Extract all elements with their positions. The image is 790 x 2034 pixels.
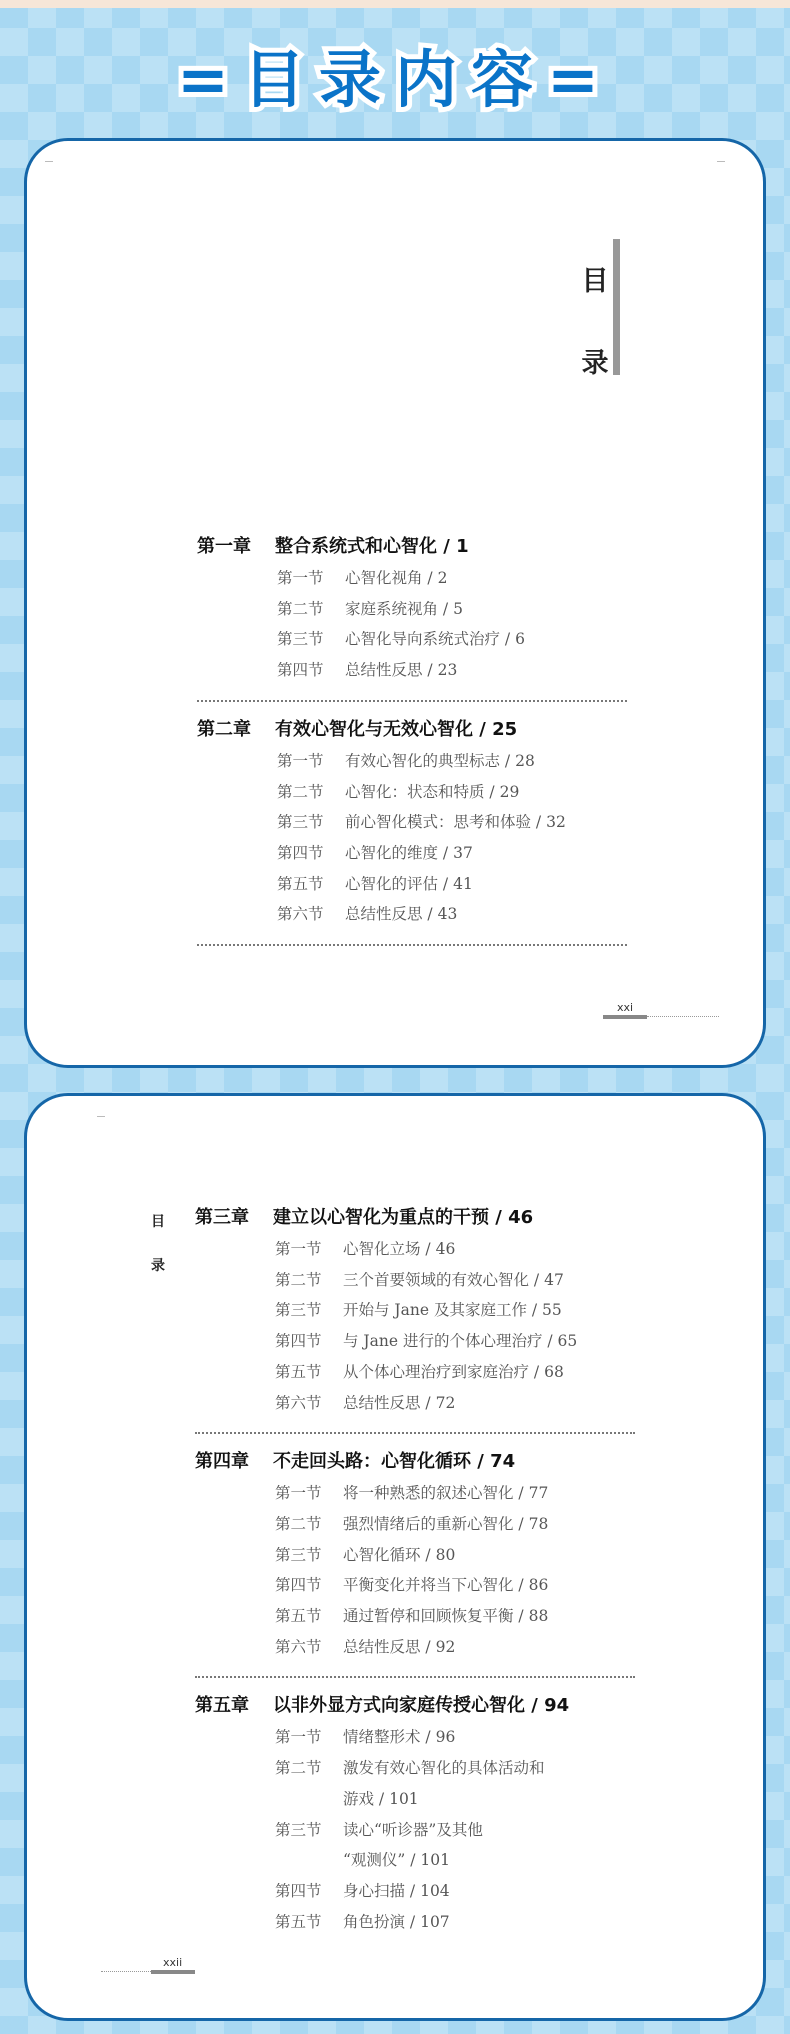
- page-number-bar: [151, 1970, 195, 1974]
- chapter-divider: [195, 1676, 635, 1678]
- chapter-title-text: 建立以心智化为重点的干预 / 46: [273, 1207, 534, 1228]
- section-number: 第四节: [277, 661, 324, 680]
- chapter-number: 第四章: [195, 1451, 249, 1473]
- section-number: 第三节: [275, 1301, 322, 1320]
- section-title-line: 心智化立场 / 46: [343, 1240, 456, 1258]
- toc-page-2: [24, 1093, 766, 2021]
- section-entry[interactable]: [195, 1570, 635, 1601]
- section-entry[interactable]: [197, 869, 627, 900]
- page-heading: [575, 241, 615, 405]
- section-title-line: 与 Jane 进行的个体心理治疗 / 65: [343, 1332, 578, 1351]
- section-entry[interactable]: [197, 899, 627, 930]
- section-title-line: 从个体心理治疗到家庭治疗 / 68: [343, 1362, 564, 1381]
- section-entry[interactable]: [195, 1234, 635, 1265]
- section-entry[interactable]: [197, 655, 627, 686]
- section-entry[interactable]: [197, 777, 627, 808]
- section-title-line: 通过暂停和回顾恢复平衡 / 88: [343, 1607, 549, 1626]
- section-title-line: 心智化的评估 / 41: [345, 874, 473, 893]
- chapter-divider: [197, 700, 627, 702]
- section-entry[interactable]: [197, 594, 627, 625]
- section-title-line: 将一种熟悉的叙述心智化 / 77: [343, 1484, 549, 1503]
- toc-chapter: [195, 1202, 635, 1418]
- section-title-line: 平衡变化并将当下心智化 / 86: [343, 1576, 549, 1595]
- section-entry[interactable]: [195, 1753, 635, 1814]
- chapter-title-text: 有效心智化与无效心智化 / 25: [275, 718, 518, 740]
- corner-mark: [717, 161, 725, 162]
- section-number: 第二节: [275, 1270, 322, 1289]
- section-number: 第二节: [277, 782, 324, 801]
- chapter-title[interactable]: [195, 1202, 635, 1234]
- chapter-title[interactable]: [195, 1446, 635, 1478]
- section-number: 第二节: [275, 1759, 322, 1778]
- chapter-title-text: 整合系统式和心智化 / 1: [275, 536, 469, 557]
- section-title-line: 情绪整形术 / 96: [343, 1728, 456, 1747]
- page-number-bar: [603, 1015, 647, 1019]
- toc-page-1: [24, 138, 766, 1068]
- chapter-title[interactable]: [195, 1690, 635, 1722]
- heading-char: 目: [151, 1214, 165, 1230]
- section-entry[interactable]: [197, 746, 627, 777]
- chapter-number: 第二章: [197, 718, 251, 740]
- section-entry[interactable]: [195, 1722, 635, 1753]
- section-entry[interactable]: [195, 1540, 635, 1571]
- section-entry[interactable]: [195, 1265, 635, 1296]
- section-title-line: 心智化视角 / 2: [345, 569, 448, 587]
- section-title-line: 激发有效心智化的具体活动和: [343, 1759, 545, 1778]
- heading-char: 录: [151, 1258, 165, 1274]
- section-number: 第六节: [275, 1393, 322, 1412]
- toc-list: [195, 1202, 635, 1937]
- section-number: 第四节: [275, 1881, 322, 1900]
- section-title-line: 有效心智化的典型标志 / 28: [345, 751, 535, 770]
- section-number: 第六节: [275, 1637, 322, 1656]
- heading-char: 目: [581, 266, 609, 297]
- section-number: 第二节: [275, 1514, 322, 1533]
- section-number: 第二节: [277, 599, 324, 618]
- chapter-number: 第一章: [197, 536, 251, 557]
- section-title-line: 家庭系统视角 / 5: [345, 599, 463, 618]
- chapter-number: 第三章: [195, 1207, 249, 1228]
- section-number: 第一节: [277, 751, 324, 770]
- section-entry[interactable]: [195, 1295, 635, 1326]
- section-number: 第一节: [275, 1484, 322, 1503]
- section-entry[interactable]: [195, 1632, 635, 1663]
- section-entry[interactable]: [195, 1815, 635, 1876]
- section-title-line: 心智化：状态和特质 / 29: [345, 782, 520, 801]
- section-number: 第五节: [275, 1362, 322, 1381]
- section-title-line: 读心“听诊器”及其他: [343, 1820, 483, 1839]
- section-entry[interactable]: [197, 838, 627, 869]
- chapter-title[interactable]: [197, 714, 627, 746]
- section-entry[interactable]: [195, 1876, 635, 1907]
- page-number: xxii: [163, 1956, 183, 1969]
- section-number: 第三节: [275, 1545, 322, 1564]
- section-title-line: 强烈情绪后的重新心智化 / 78: [343, 1514, 549, 1533]
- section-number: 第四节: [275, 1576, 322, 1595]
- toc-chapter: [195, 1690, 635, 1937]
- chapter-title-text: 不走回头路：心智化循环 / 74: [273, 1451, 516, 1473]
- section-number: 第六节: [277, 905, 324, 924]
- banner-title: =目录内容=: [177, 43, 613, 116]
- chapter-title[interactable]: [197, 531, 627, 563]
- section-entry[interactable]: [195, 1357, 635, 1388]
- toc-chapter: [197, 531, 627, 686]
- section-entry[interactable]: [197, 624, 627, 655]
- section-number: 第一节: [275, 1728, 322, 1747]
- section-title-line: 开始与 Jane 及其家庭工作 / 55: [343, 1301, 562, 1320]
- section-title-line: 角色扮演 / 107: [343, 1912, 450, 1931]
- section-number: 第五节: [275, 1607, 322, 1626]
- section-title-line: 心智化的维度 / 37: [345, 843, 473, 862]
- page-heading: [151, 1200, 171, 1288]
- page-number-dots: [647, 1016, 719, 1017]
- top-band: [0, 0, 790, 8]
- section-title-line: 心智化循环 / 80: [343, 1545, 456, 1564]
- section-title-line: 总结性反思 / 92: [343, 1637, 456, 1656]
- chapter-divider: [195, 1432, 635, 1434]
- section-entry[interactable]: [197, 563, 627, 594]
- section-title-line: 总结性反思 / 23: [345, 661, 458, 680]
- toc-chapter: [197, 714, 627, 930]
- section-title-line: 心智化导向系统式治疗 / 6: [345, 630, 525, 649]
- section-title-line: 前心智化模式：思考和体验 / 32: [345, 813, 566, 832]
- chapter-divider: [197, 944, 627, 946]
- toc-chapter: [195, 1446, 635, 1662]
- toc-list: [197, 531, 627, 958]
- section-number: 第三节: [277, 813, 324, 832]
- section-number: 第三节: [275, 1820, 322, 1839]
- section-title-line: 三个首要领域的有效心智化 / 47: [343, 1270, 564, 1289]
- section-number: 第四节: [277, 843, 324, 862]
- page-number: xxi: [617, 1001, 634, 1014]
- section-number: 第一节: [275, 1240, 322, 1258]
- section-title-line: 总结性反思 / 72: [343, 1393, 456, 1412]
- section-entry[interactable]: [195, 1478, 635, 1509]
- section-number: 第四节: [275, 1332, 322, 1351]
- heading-bar: [613, 239, 620, 375]
- section-entry[interactable]: [195, 1601, 635, 1632]
- section-title-line: 身心扫描 / 104: [343, 1881, 450, 1900]
- section-title-line: “观测仪” / 101: [343, 1851, 451, 1870]
- heading-char: 录: [581, 348, 609, 379]
- section-entry[interactable]: [195, 1326, 635, 1357]
- corner-mark: [97, 1116, 105, 1117]
- section-title-line: 游戏 / 101: [343, 1789, 419, 1808]
- section-entry[interactable]: [195, 1509, 635, 1540]
- chapter-title-text: 以非外显方式向家庭传授心智化 / 94: [273, 1695, 570, 1717]
- section-number: 第三节: [277, 630, 324, 649]
- section-title-line: 总结性反思 / 43: [345, 905, 458, 924]
- section-number: 第一节: [277, 569, 324, 587]
- section-number: 第五节: [277, 874, 324, 893]
- section-entry[interactable]: [195, 1388, 635, 1419]
- chapter-number: 第五章: [195, 1695, 249, 1717]
- section-entry[interactable]: [197, 807, 627, 838]
- section-entry[interactable]: [195, 1907, 635, 1938]
- corner-mark: [45, 161, 53, 162]
- section-number: 第五节: [275, 1912, 322, 1931]
